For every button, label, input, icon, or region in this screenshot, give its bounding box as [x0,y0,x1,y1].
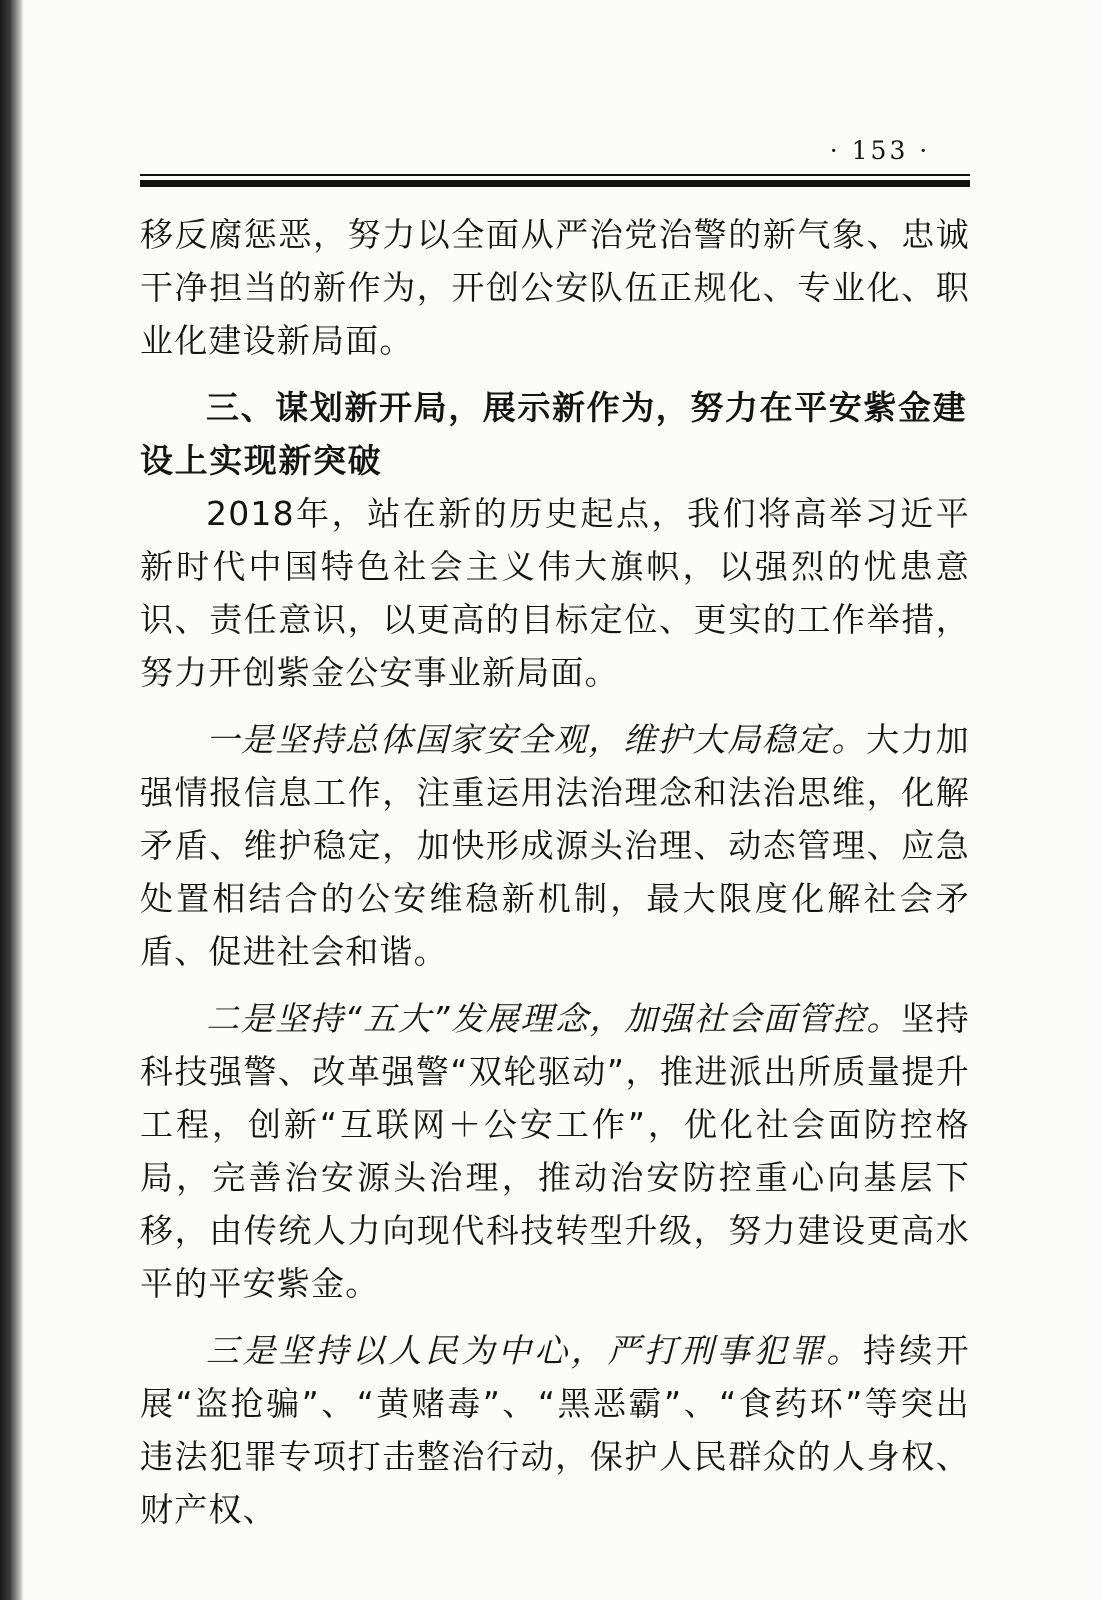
point-three-body: 持续开展“盗抢骗”、“黄赌毒”、“黑恶霸”、“食药环”等突出违法犯罪专项打击整治行动，保护人民群众的人身权、财产权、 [140,1331,970,1529]
paragraph-intro: 2018年，站在新的历史起点，我们将高举习近平新时代中国特色社会主义伟大旗帜，以强烈的忧患意识、责任意识，以更高的目标定位、更实的工作举措，努力开创紫金公安事业新局面。 [140,494,970,692]
paragraph-point-one [140,713,970,978]
paragraph-point-three [140,1324,970,1536]
point-three-lead: 三是坚持以人民为中心，严打刑事犯罪。 [206,1331,863,1370]
point-one-body: 大力加强情报信息工作，注重运用法治理念和法治思维，化解矛盾、维护稳定，加快形成源头治理、动态管理、应急处置相结合的公安维稳新机制，最大限度化解社会矛盾、促进社会和谐。 [140,720,970,971]
scan-binding-edge [0,0,24,1600]
header-rule-thin [140,174,970,176]
point-one-lead: 一是坚持总体国家安全观，维护大局稳定。 [206,720,867,759]
body-text [140,208,970,1536]
paragraph-point-two [140,992,970,1310]
point-two-body: 坚持科技强警、改革强警“双轮驱动”，推进派出所质量提升工程，创新“互联网＋公安工作”，优化社会面防控格局，完善治安源头治理，推动治安防控重心向基层下移，由传统人力向现代科技转型升级，努力建设更高水平的平安紫金。 [140,999,970,1303]
section-heading: 三、谋划新开局，展示新作为，努力在平安紫金建设上实现新突破 [140,388,968,480]
paragraph-continued: 移反腐惩恶，努力以全面从严治党治警的新气象、忠诚干净担当的新作为，开创公安队伍正规化、专业化、职业化建设新局面。 [140,215,970,360]
header-rule-thick [140,180,970,187]
page-number: · 153 · [829,136,931,165]
point-two-lead: 二是坚持“五大”发展理念，加强社会面管控。 [206,999,902,1038]
